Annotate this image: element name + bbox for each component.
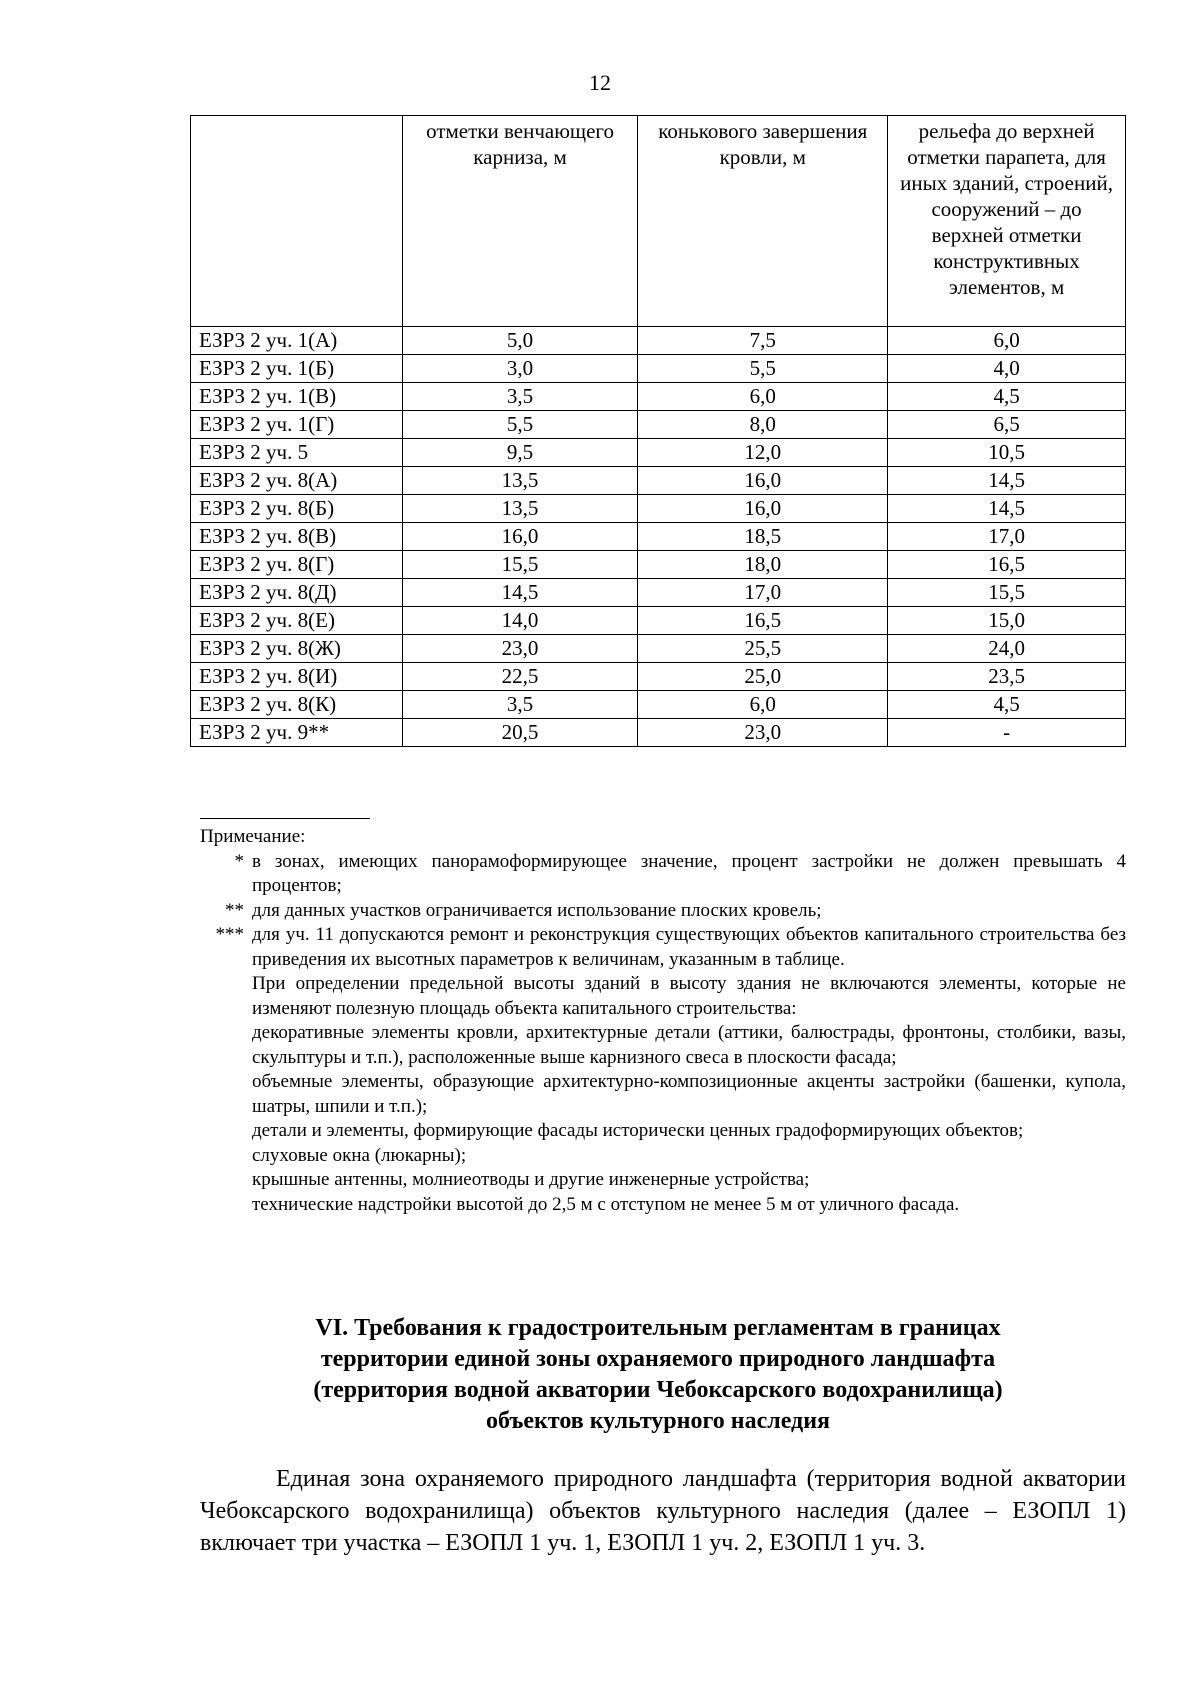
- table-row: [191, 439, 1126, 467]
- zone-name-cell: ЕЗРЗ 2 уч. 8(Д): [191, 579, 403, 607]
- section-title-line: (территория водной акватории Чебоксарского водохранилища): [313, 1377, 1003, 1403]
- value-cell: 3,0: [402, 355, 638, 383]
- value-cell: 18,5: [638, 523, 888, 551]
- value-cell: 15,0: [888, 607, 1126, 635]
- table-row: [191, 355, 1126, 383]
- table-row: [191, 579, 1126, 607]
- zone-name-cell: ЕЗРЗ 2 уч. 8(А): [191, 467, 403, 495]
- table-row: [191, 327, 1126, 355]
- value-cell: 25,0: [638, 663, 888, 691]
- footnote-mark: *: [234, 850, 244, 872]
- notes-paragraph: технические надстройки высотой до 2,5 м с отступом не менее 5 м от уличного фасада.: [252, 1193, 960, 1215]
- value-cell: 22,5: [402, 663, 638, 691]
- table-row: [191, 719, 1126, 747]
- value-cell: 4,5: [888, 383, 1126, 411]
- footnote: [200, 899, 1126, 924]
- value-cell: 16,5: [888, 551, 1126, 579]
- value-cell: 8,0: [638, 411, 888, 439]
- zone-name-cell: ЕЗРЗ 2 уч. 5: [191, 439, 403, 467]
- value-cell: 5,5: [402, 411, 638, 439]
- value-cell: 6,0: [638, 383, 888, 411]
- notes-paragraph: детали и элементы, формирующие фасады исторически ценных градоформирующих объектов;: [252, 1120, 1024, 1141]
- value-cell: 3,5: [402, 383, 638, 411]
- value-cell: 4,5: [888, 691, 1126, 719]
- zone-name-cell: ЕЗРЗ 2 уч. 8(К): [191, 691, 403, 719]
- notes-section: [200, 825, 1126, 1217]
- footnote-mark: **: [225, 899, 244, 921]
- table-body: [191, 116, 1126, 747]
- zone-name-cell: ЕЗРЗ 2 уч. 1(Б): [191, 355, 403, 383]
- header-cell-name: [191, 116, 403, 327]
- value-cell: 5,0: [402, 327, 638, 355]
- table-header-row: [191, 116, 1126, 327]
- header-cell-cornice: отметки венчающего карниза, м: [402, 116, 638, 327]
- notes-paragraph: слуховые окна (люкарны);: [252, 1144, 467, 1166]
- section-title-line: VI. Требования к градостроительным регламентам в границах: [315, 1315, 1001, 1341]
- table-row: [191, 691, 1126, 719]
- value-cell: 17,0: [888, 523, 1126, 551]
- footnotes-list: [200, 850, 1126, 973]
- value-cell: 6,0: [888, 327, 1126, 355]
- zone-name-cell: ЕЗРЗ 2 уч. 8(Б): [191, 495, 403, 523]
- table-row: [191, 411, 1126, 439]
- section-title-line: территории единой зоны охраняемого природного ландшафта: [320, 1346, 996, 1372]
- value-cell: 17,0: [638, 579, 888, 607]
- value-cell: 6,5: [888, 411, 1126, 439]
- footnote-text: в зонах, имеющих панорамоформирующее значение, процент застройки не должен превышать 4 процентов;: [252, 850, 1126, 896]
- section-body-text: Единая зона охраняемого природного ландшафта (территория водной акватории Чебоксарского водохранилища) объектов культурного наследия (далее – ЕЗОПЛ 1) включает три участка – ЕЗОПЛ 1 уч. 1, ЕЗОПЛ 1 уч. 2, ЕЗОПЛ 1 уч. 3.: [200, 1466, 1126, 1556]
- value-cell: 25,5: [638, 635, 888, 663]
- zone-name-cell: ЕЗРЗ 2 уч. 1(А): [191, 327, 403, 355]
- table-row: [191, 663, 1126, 691]
- notes-paragraph: крышные антенны, молниеотводы и другие инженерные устройства;: [252, 1169, 810, 1190]
- footnote-divider: [200, 818, 370, 819]
- value-cell: 5,5: [638, 355, 888, 383]
- value-cell: -: [888, 719, 1126, 747]
- notes-paragraph: объемные элементы, образующие архитектурно-композиционные акценты застройки (башенки, купола, шатры, шпили и т.п.);: [252, 1071, 1126, 1117]
- value-cell: 23,0: [402, 635, 638, 663]
- value-cell: 15,5: [402, 551, 638, 579]
- table-row: [191, 495, 1126, 523]
- zone-name-cell: ЕЗРЗ 2 уч. 8(Ж): [191, 635, 403, 663]
- footnote: [200, 850, 1126, 899]
- value-cell: 16,0: [638, 467, 888, 495]
- value-cell: 12,0: [638, 439, 888, 467]
- zone-name-cell: ЕЗРЗ 2 уч. 1(В): [191, 383, 403, 411]
- table-row: [191, 523, 1126, 551]
- notes-title: Примечание:: [200, 826, 306, 847]
- value-cell: 14,5: [402, 579, 638, 607]
- value-cell: 14,0: [402, 607, 638, 635]
- notes-paragraph: декоративные элементы кровли, архитектурные детали (аттики, балюстрады, фронтоны, столбики, вазы, скульптуры и т.п.), расположенные выше карнизного свеса в плоскости фасада;: [252, 1022, 1126, 1068]
- value-cell: 23,5: [888, 663, 1126, 691]
- value-cell: 24,0: [888, 635, 1126, 663]
- notes-paragraphs: [200, 972, 1126, 1217]
- footnote-text: для уч. 11 допускаются ремонт и реконструкция существующих объектов капитального строительства без приведения их высотных параметров к величинам, указанным в таблице.: [252, 924, 1126, 970]
- value-cell: 16,0: [402, 523, 638, 551]
- value-cell: 18,0: [638, 551, 888, 579]
- value-cell: 3,5: [402, 691, 638, 719]
- value-cell: 16,0: [638, 495, 888, 523]
- value-cell: 16,5: [638, 607, 888, 635]
- value-cell: 9,5: [402, 439, 638, 467]
- footnote-mark: ***: [215, 924, 244, 945]
- table-row: [191, 383, 1126, 411]
- notes-paragraph: При определении предельной высоты зданий в высоту здания не включаются элементы, которые не изменяют полезную площадь объекта капитального строительства:: [252, 973, 1126, 1019]
- footnote-text: для данных участков ограничивается использование плоских кровель;: [252, 899, 822, 921]
- section-title: [190, 1313, 1126, 1437]
- value-cell: 7,5: [638, 327, 888, 355]
- footnote: [200, 923, 1126, 972]
- zone-name-cell: ЕЗРЗ 2 уч. 8(Е): [191, 607, 403, 635]
- height-limits-table: [190, 115, 1126, 747]
- value-cell: 4,0: [888, 355, 1126, 383]
- zone-name-cell: ЕЗРЗ 2 уч. 8(Г): [191, 551, 403, 579]
- page-number: 12: [589, 70, 611, 95]
- header-cell-ridge: конькового завершения кровли, м: [638, 116, 888, 327]
- value-cell: 14,5: [888, 467, 1126, 495]
- table-row: [191, 551, 1126, 579]
- header-cell-parapet: рельефа до верхней отметки парапета, для иных зданий, строений, сооружений – до верхней отметки конструктивных элементов, м: [888, 116, 1126, 327]
- table-row: [191, 467, 1126, 495]
- value-cell: 10,5: [888, 439, 1126, 467]
- table-row: [191, 635, 1126, 663]
- value-cell: 14,5: [888, 495, 1126, 523]
- zone-name-cell: ЕЗРЗ 2 уч. 8(В): [191, 523, 403, 551]
- zone-name-cell: ЕЗРЗ 2 уч. 9**: [191, 719, 403, 747]
- value-cell: 20,5: [402, 719, 638, 747]
- value-cell: 15,5: [888, 579, 1126, 607]
- value-cell: 13,5: [402, 495, 638, 523]
- table-row: [191, 607, 1126, 635]
- value-cell: 13,5: [402, 467, 638, 495]
- value-cell: 6,0: [638, 691, 888, 719]
- zone-name-cell: ЕЗРЗ 2 уч. 8(И): [191, 663, 403, 691]
- zone-name-cell: ЕЗРЗ 2 уч. 1(Г): [191, 411, 403, 439]
- value-cell: 23,0: [638, 719, 888, 747]
- section-title-line: объектов культурного наследия: [485, 1408, 831, 1434]
